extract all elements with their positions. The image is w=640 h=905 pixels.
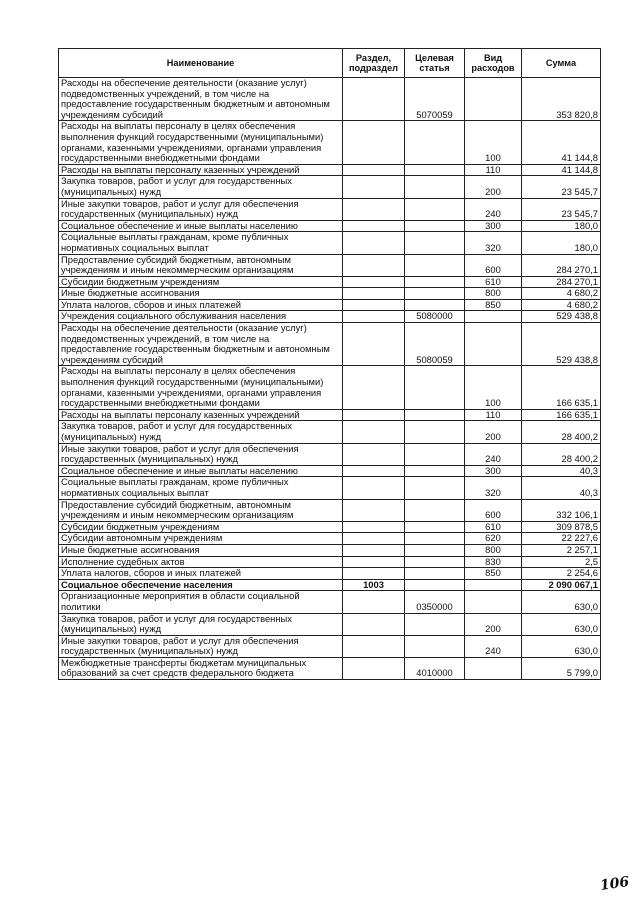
cell-type: 110 [465, 409, 522, 421]
cell-section [343, 613, 405, 635]
cell-code [405, 121, 465, 164]
cell-name: Социальное обеспечение и иные выплаты населению [59, 220, 343, 232]
table-row [59, 409, 601, 421]
table-row [59, 366, 601, 409]
cell-type: 320 [465, 232, 522, 254]
cell-sum: 40,3 [522, 465, 601, 477]
cell-sum: 529 438,8 [522, 323, 601, 366]
table-header-row [59, 49, 601, 78]
cell-section [343, 121, 405, 164]
cell-code [405, 220, 465, 232]
cell-section [343, 568, 405, 580]
cell-code [405, 276, 465, 288]
cell-code: 5080000 [405, 311, 465, 323]
cell-sum: 2 090 067,1 [522, 579, 601, 591]
cell-name: Предоставление субсидий бюджетным, автономным учреждениям и иным некоммерческим организациям [59, 254, 343, 276]
cell-code [405, 613, 465, 635]
col-header-sum: Сумма [522, 49, 601, 78]
cell-section [343, 477, 405, 499]
cell-section [343, 421, 405, 443]
cell-name: Социальные выплаты гражданам, кроме публичных нормативных социальных выплат [59, 477, 343, 499]
table-row [59, 299, 601, 311]
cell-name: Иные бюджетные ассигнования [59, 288, 343, 300]
cell-sum: 41 144,8 [522, 164, 601, 176]
table-row [59, 121, 601, 164]
cell-type: 110 [465, 164, 522, 176]
cell-sum: 23 545,7 [522, 198, 601, 220]
cell-type [465, 591, 522, 613]
cell-type [465, 323, 522, 366]
table-row [59, 323, 601, 366]
cell-name: Субсидии бюджетным учреждениям [59, 276, 343, 288]
cell-type: 100 [465, 366, 522, 409]
cell-section [343, 276, 405, 288]
cell-type: 240 [465, 198, 522, 220]
cell-name: Исполнение судебных актов [59, 556, 343, 568]
cell-name: Иные закупки товаров, работ и услуг для обеспечения государственных (муниципальных) нужд [59, 635, 343, 657]
cell-section [343, 220, 405, 232]
cell-type [465, 78, 522, 121]
cell-sum: 180,0 [522, 232, 601, 254]
cell-section [343, 556, 405, 568]
cell-section [343, 635, 405, 657]
cell-code [405, 556, 465, 568]
col-header-type: Вид расходов [465, 49, 522, 78]
cell-name: Организационные мероприятия в области социальной политики [59, 591, 343, 613]
cell-code [405, 299, 465, 311]
table-row [59, 568, 601, 580]
cell-sum: 4 680,2 [522, 288, 601, 300]
table-row [59, 613, 601, 635]
cell-code [405, 477, 465, 499]
cell-type: 320 [465, 477, 522, 499]
table-row [59, 556, 601, 568]
table-row [59, 521, 601, 533]
table-row [59, 477, 601, 499]
cell-section [343, 288, 405, 300]
table-row [59, 176, 601, 198]
cell-section: 1003 [343, 579, 405, 591]
cell-code [405, 544, 465, 556]
cell-section [343, 78, 405, 121]
cell-sum: 284 270,1 [522, 276, 601, 288]
cell-type: 200 [465, 613, 522, 635]
cell-type: 240 [465, 443, 522, 465]
cell-section [343, 465, 405, 477]
cell-name: Закупка товаров, работ и услуг для государственных (муниципальных) нужд [59, 421, 343, 443]
cell-sum: 28 400,2 [522, 421, 601, 443]
cell-name: Уплата налогов, сборов и иных платежей [59, 299, 343, 311]
cell-sum: 630,0 [522, 635, 601, 657]
cell-sum: 2,5 [522, 556, 601, 568]
cell-code [405, 176, 465, 198]
cell-name: Расходы на обеспечение деятельности (оказание услуг) подведомственных учреждений, в том числе на предоставление государственным бюджетным и автономным учреждениям субсидий [59, 78, 343, 121]
cell-section [343, 323, 405, 366]
cell-code: 4010000 [405, 657, 465, 679]
cell-sum: 5 799,0 [522, 657, 601, 679]
cell-type: 600 [465, 499, 522, 521]
budget-table [58, 48, 601, 680]
table-row [59, 276, 601, 288]
cell-name: Расходы на обеспечение деятельности (оказание услуг) подведомственных учреждений, в том числе на предоставление государственным бюджетным и автономным учреждениям субсидий [59, 323, 343, 366]
table-row [59, 499, 601, 521]
cell-type: 240 [465, 635, 522, 657]
col-header-name: Наименование [59, 49, 343, 78]
cell-type: 300 [465, 220, 522, 232]
cell-sum: 166 635,1 [522, 366, 601, 409]
cell-name: Закупка товаров, работ и услуг для государственных (муниципальных) нужд [59, 176, 343, 198]
cell-code [405, 499, 465, 521]
cell-code [405, 198, 465, 220]
table-row [59, 421, 601, 443]
cell-name: Иные закупки товаров, работ и услуг для обеспечения государственных (муниципальных) нужд [59, 198, 343, 220]
cell-section [343, 254, 405, 276]
table-row [59, 288, 601, 300]
cell-section [343, 591, 405, 613]
cell-section [343, 521, 405, 533]
cell-type [465, 311, 522, 323]
cell-code [405, 366, 465, 409]
table-body [59, 78, 601, 680]
cell-sum: 2 254,6 [522, 568, 601, 580]
table-row [59, 544, 601, 556]
cell-section [343, 544, 405, 556]
cell-type: 200 [465, 176, 522, 198]
cell-section [343, 176, 405, 198]
table-row [59, 591, 601, 613]
cell-section [343, 164, 405, 176]
table-row [59, 254, 601, 276]
cell-sum: 41 144,8 [522, 121, 601, 164]
cell-type: 800 [465, 544, 522, 556]
table-row [59, 635, 601, 657]
cell-sum: 22 227,6 [522, 533, 601, 545]
cell-sum: 28 400,2 [522, 443, 601, 465]
cell-sum: 284 270,1 [522, 254, 601, 276]
cell-type: 800 [465, 288, 522, 300]
cell-name: Социальное обеспечение и иные выплаты населению [59, 465, 343, 477]
cell-sum: 630,0 [522, 613, 601, 635]
cell-type [465, 579, 522, 591]
table-row [59, 579, 601, 591]
table-row [59, 533, 601, 545]
cell-section [343, 657, 405, 679]
cell-section [343, 533, 405, 545]
cell-sum: 23 545,7 [522, 176, 601, 198]
table-row [59, 443, 601, 465]
cell-code [405, 443, 465, 465]
cell-sum: 4 680,2 [522, 299, 601, 311]
table-row [59, 220, 601, 232]
cell-code [405, 421, 465, 443]
cell-code [405, 635, 465, 657]
cell-section [343, 409, 405, 421]
cell-code: 0350000 [405, 591, 465, 613]
cell-name: Учреждения социального обслуживания населения [59, 311, 343, 323]
table-row [59, 78, 601, 121]
cell-type: 610 [465, 276, 522, 288]
page-number: 106 [599, 874, 631, 894]
cell-code [405, 164, 465, 176]
cell-type: 100 [465, 121, 522, 164]
cell-name: Предоставление субсидий бюджетным, автономным учреждениям и иным некоммерческим организациям [59, 499, 343, 521]
cell-code [405, 465, 465, 477]
cell-code: 5080059 [405, 323, 465, 366]
cell-name: Иные бюджетные ассигнования [59, 544, 343, 556]
cell-name: Межбюджетные трансферты бюджетам муниципальных образований за счет средств федерального бюджета [59, 657, 343, 679]
cell-type: 300 [465, 465, 522, 477]
cell-type: 850 [465, 568, 522, 580]
cell-code [405, 521, 465, 533]
cell-section [343, 198, 405, 220]
cell-type: 600 [465, 254, 522, 276]
cell-code [405, 533, 465, 545]
table-row [59, 232, 601, 254]
cell-code [405, 288, 465, 300]
cell-name: Расходы на выплаты персоналу в целях обеспечения выполнения функций государственными (муниципальными) органами, казенными учреждениями, органами управления государственными внебюджетными фондами [59, 366, 343, 409]
cell-code [405, 409, 465, 421]
cell-sum: 332 106,1 [522, 499, 601, 521]
cell-code [405, 579, 465, 591]
cell-name: Уплата налогов, сборов и иных платежей [59, 568, 343, 580]
cell-type: 620 [465, 533, 522, 545]
cell-type: 610 [465, 521, 522, 533]
table-row [59, 198, 601, 220]
cell-code [405, 232, 465, 254]
cell-code [405, 568, 465, 580]
cell-sum: 309 878,5 [522, 521, 601, 533]
cell-type: 830 [465, 556, 522, 568]
cell-sum: 180,0 [522, 220, 601, 232]
cell-type: 850 [465, 299, 522, 311]
cell-sum: 166 635,1 [522, 409, 601, 421]
table-row [59, 164, 601, 176]
cell-section [343, 366, 405, 409]
cell-sum: 2 257,1 [522, 544, 601, 556]
table-row [59, 657, 601, 679]
cell-sum: 529 438,8 [522, 311, 601, 323]
cell-name: Расходы на выплаты персоналу в целях обеспечения выполнения функций государственными (муниципальными) органами, казенными учреждениями, органами управления государственными внебюджетными фондами [59, 121, 343, 164]
cell-code [405, 254, 465, 276]
cell-name: Субсидии автономным учреждениям [59, 533, 343, 545]
cell-code: 5070059 [405, 78, 465, 121]
cell-sum: 40,3 [522, 477, 601, 499]
cell-section [343, 311, 405, 323]
cell-name: Социальные выплаты гражданам, кроме публичных нормативных социальных выплат [59, 232, 343, 254]
col-header-section: Раздел, подраздел [343, 49, 405, 78]
cell-name: Расходы на выплаты персоналу казенных учреждений [59, 409, 343, 421]
table-row [59, 465, 601, 477]
cell-type: 200 [465, 421, 522, 443]
cell-name: Социальное обеспечение населения [59, 579, 343, 591]
cell-name: Закупка товаров, работ и услуг для государственных (муниципальных) нужд [59, 613, 343, 635]
cell-name: Расходы на выплаты персоналу казенных учреждений [59, 164, 343, 176]
cell-section [343, 232, 405, 254]
cell-section [343, 299, 405, 311]
cell-name: Субсидии бюджетным учреждениям [59, 521, 343, 533]
table-row [59, 311, 601, 323]
cell-section [343, 499, 405, 521]
cell-section [343, 443, 405, 465]
cell-sum: 353 820,8 [522, 78, 601, 121]
cell-sum: 630,0 [522, 591, 601, 613]
col-header-code: Целевая статья [405, 49, 465, 78]
cell-type [465, 657, 522, 679]
cell-name: Иные закупки товаров, работ и услуг для обеспечения государственных (муниципальных) нужд [59, 443, 343, 465]
